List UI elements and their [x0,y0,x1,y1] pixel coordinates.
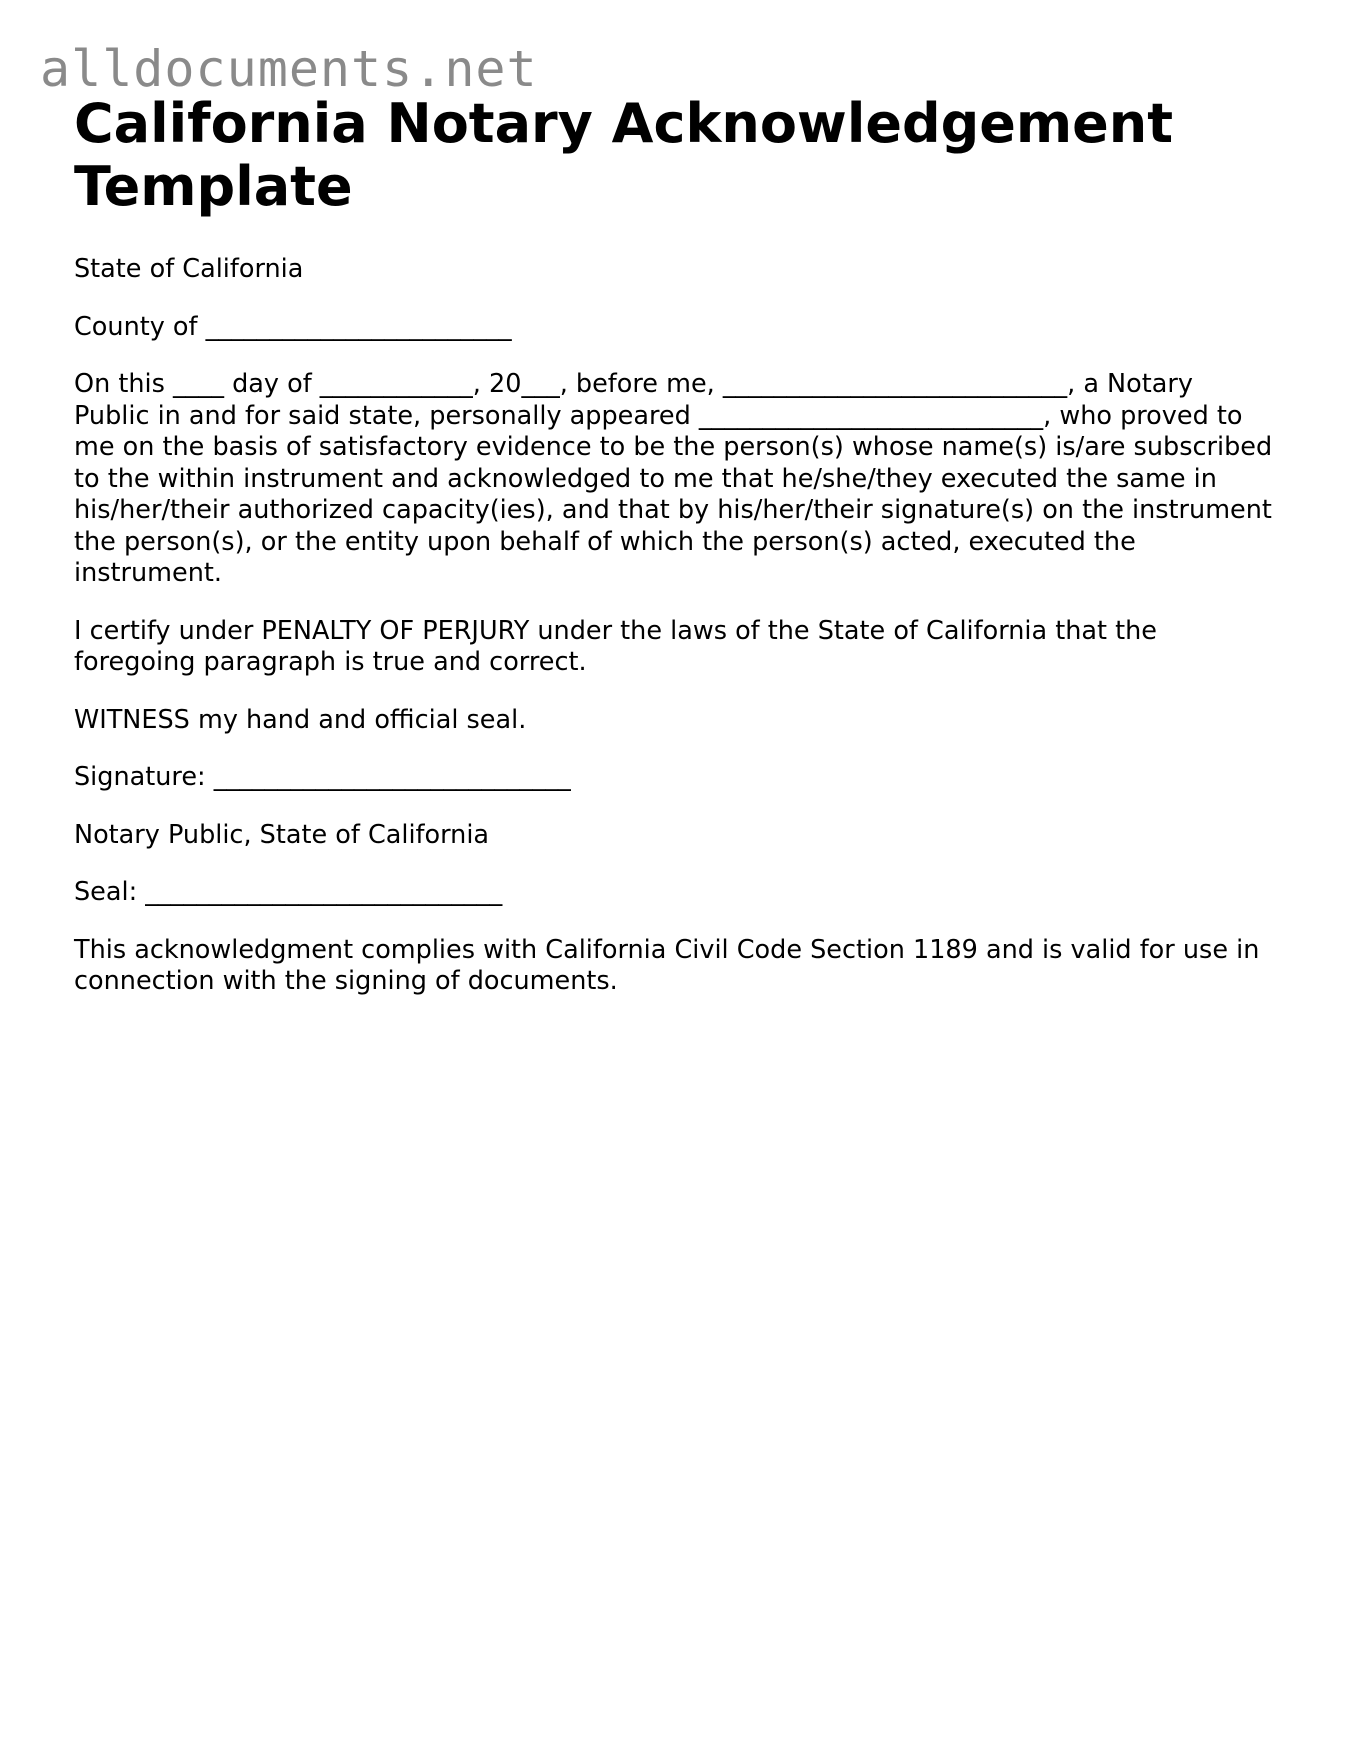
document-title: California Notary Acknowledgement Template [74,92,1174,218]
year-blank: ___ [521,369,560,399]
signature-label: Signature: [74,762,206,792]
ack-text-2: day of [232,369,312,399]
seal-label: Seal: [74,877,138,907]
acknowledgment-paragraph [74,369,1274,590]
document-content [74,254,1274,998]
state-line: State of California [74,254,304,284]
signature-blank: ____________________________ [213,762,571,792]
month-blank: ____________ [319,369,473,399]
certification-paragraph: I certify under PENALTY OF PERJURY under the laws of the State of California that the foregoing paragraph is true and correct. [74,615,1157,677]
day-blank: ____ [172,369,224,399]
county-line [74,312,1274,344]
site-watermark: alldocuments.net [40,40,538,98]
notary-title-line: Notary Public, State of California [74,819,490,850]
seal-blank: ____________________________ [145,877,503,907]
person-name-blank: ___________________________ [698,400,1044,431]
document-body [74,92,1274,1024]
compliance-paragraph: This acknowledgment complies with California Civil Code Section 1189 and is valid for use in connection with the signing of documents. [74,934,1260,996]
county-label: County of [74,311,198,342]
ack-text-3: , 20 [472,369,522,399]
ack-text-4: , before me, [559,369,715,399]
ack-text-6: , who proved to me on the basis of satisfactory evidence to be the person(s) whose name(s) is/are subscribed to the within instrument and acknowledged to me that he/she/they executed the same in his/her/their authorized capacity(ies), and that by his/her/their signature(s) on the instrument the person(s), or the entity upon behalf of which the person(s) acted, executed the instrument. [74,400,1273,588]
county-blank: ________________________ [205,311,512,342]
ack-text-1: On this [74,369,165,399]
notary-name-blank: ___________________________ [722,369,1068,399]
ack-text-5: , a Notary Public in and for said state, personally appeared [74,369,1193,431]
seal-line [74,877,1274,909]
witness-line: WITNESS my hand and official seal. [74,704,527,735]
signature-line [74,762,1274,794]
